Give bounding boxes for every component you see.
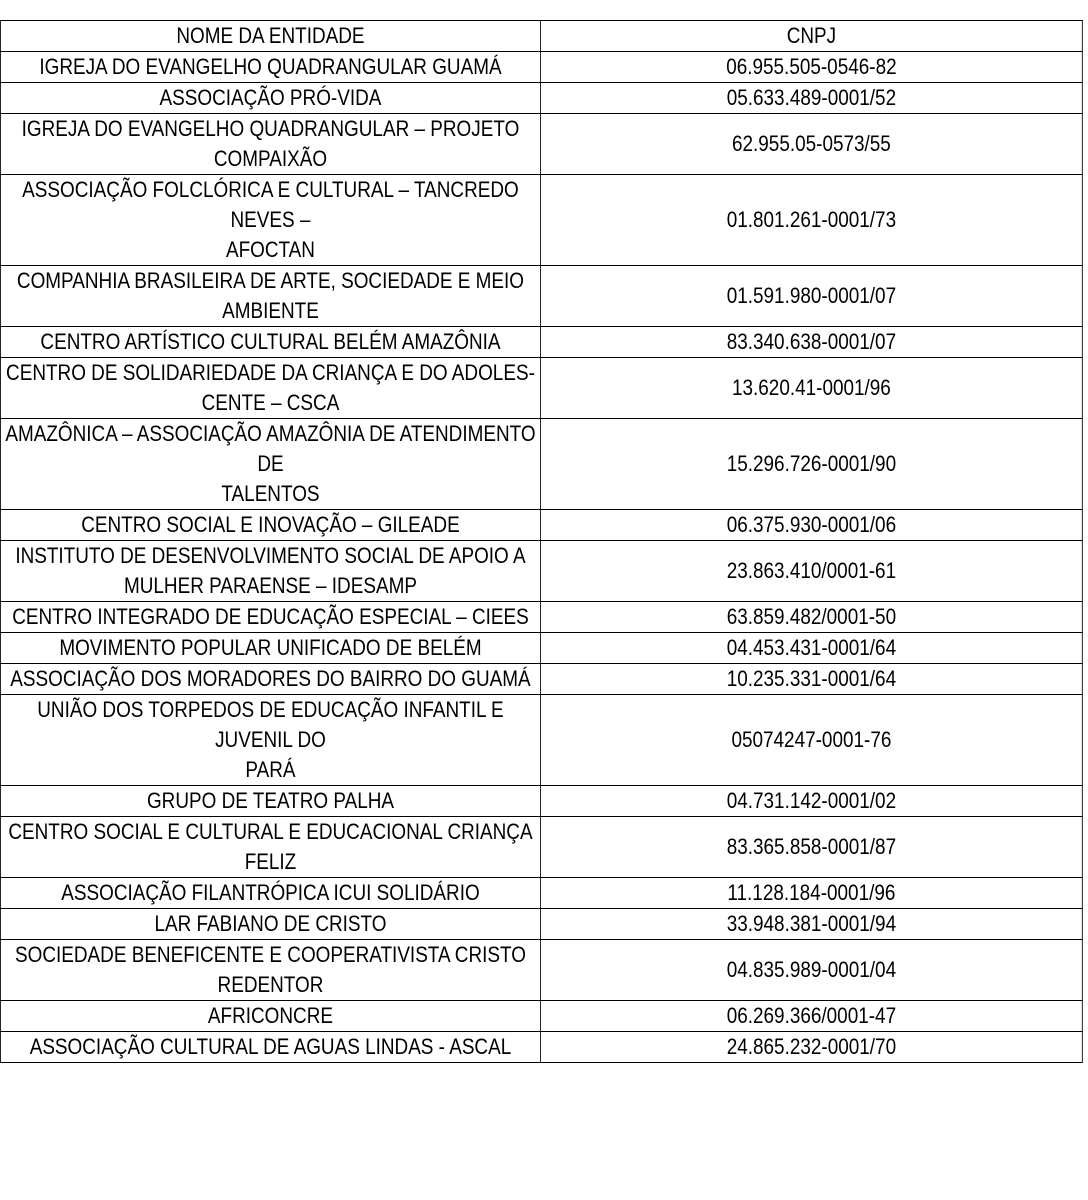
table-row xyxy=(0,909,1082,940)
cnpj-cell: 04.453.431-0001/64 xyxy=(541,633,1083,664)
table-row xyxy=(0,83,1082,114)
cnpj-cell: 05074247-0001-76 xyxy=(541,695,1083,786)
cnpj-cell: 24.865.232-0001/70 xyxy=(541,1032,1083,1063)
table-row xyxy=(0,1032,1082,1063)
cnpj-cell: 01.801.261-0001/73 xyxy=(541,175,1083,266)
table-row xyxy=(0,878,1082,909)
entity-name-cell: CENTRO ARTÍSTICO CULTURAL BELÉM AMAZÔNIA xyxy=(0,327,540,358)
cnpj-cell: 06.269.366/0001-47 xyxy=(541,1001,1083,1032)
entity-name-cell: SOCIEDADE BENEFICENTE E COOPERATIVISTA CRISTO REDENTOR xyxy=(0,940,540,1001)
table-row xyxy=(0,114,1082,175)
cnpj-cell: 15.296.726-0001/90 xyxy=(541,419,1083,510)
entity-name-cell: CENTRO SOCIAL E CULTURAL E EDUCACIONAL CRIANÇA FELIZ xyxy=(0,817,540,878)
entity-name-cell: COMPANHIA BRASILEIRA DE ARTE, SOCIEDADE E MEIO AMBIENTE xyxy=(0,266,540,327)
entity-name-cell: ASSOCIAÇÃO FILANTRÓPICA ICUI SOLIDÁRIO xyxy=(0,878,540,909)
table-row xyxy=(0,1001,1082,1032)
table-row xyxy=(0,940,1082,1001)
table-row xyxy=(0,602,1082,633)
table-row xyxy=(0,541,1082,602)
cnpj-cell: 01.591.980-0001/07 xyxy=(541,266,1083,327)
entity-name-cell: MOVIMENTO POPULAR UNIFICADO DE BELÉM xyxy=(0,633,540,664)
cnpj-cell: 06.955.505-0546-82 xyxy=(541,52,1083,83)
table-row xyxy=(0,633,1082,664)
table-row xyxy=(0,52,1082,83)
table-body xyxy=(0,52,1082,1063)
cnpj-cell: 62.955.05-0573/55 xyxy=(541,114,1083,175)
table-row xyxy=(0,817,1082,878)
cnpj-cell: 04.835.989-0001/04 xyxy=(541,940,1083,1001)
entity-name-cell: LAR FABIANO DE CRISTO xyxy=(0,909,540,940)
entity-name-cell: ASSOCIAÇÃO PRÓ-VIDA xyxy=(0,83,540,114)
cnpj-cell: 04.731.142-0001/02 xyxy=(541,786,1083,817)
entity-name-cell: CENTRO SOCIAL E INOVAÇÃO – GILEADE xyxy=(0,510,540,541)
cnpj-cell: 83.365.858-0001/87 xyxy=(541,817,1083,878)
entities-document xyxy=(0,20,1084,1063)
table-row xyxy=(0,510,1082,541)
entity-name-cell: IGREJA DO EVANGELHO QUADRANGULAR GUAMÁ xyxy=(0,52,540,83)
entity-name-cell: AMAZÔNICA – ASSOCIAÇÃO AMAZÔNIA DE ATENDIMENTO DE TALENTOS xyxy=(0,419,540,510)
entity-name-cell: ASSOCIAÇÃO DOS MORADORES DO BAIRRO DO GUAMÁ xyxy=(0,664,540,695)
table-header-row xyxy=(0,21,1082,52)
entity-name-cell: CENTRO INTEGRADO DE EDUCAÇÃO ESPECIAL – CIEES xyxy=(0,602,540,633)
entity-name-cell: ASSOCIAÇÃO FOLCLÓRICA E CULTURAL – TANCREDO NEVES – AFOCTAN xyxy=(0,175,540,266)
table-row xyxy=(0,175,1082,266)
cnpj-cell: 10.235.331-0001/64 xyxy=(541,664,1083,695)
entity-name-cell: AFRICONCRE xyxy=(0,1001,540,1032)
cnpj-cell: 63.859.482/0001-50 xyxy=(541,602,1083,633)
table-row xyxy=(0,664,1082,695)
cnpj-cell: 06.375.930-0001/06 xyxy=(541,510,1083,541)
table-row xyxy=(0,419,1082,510)
header-cnpj: CNPJ xyxy=(541,21,1083,52)
table-row xyxy=(0,266,1082,327)
cnpj-cell: 11.128.184-0001/96 xyxy=(541,878,1083,909)
entity-name-cell: ASSOCIAÇÃO CULTURAL DE AGUAS LINDAS - ASCAL xyxy=(0,1032,540,1063)
table-row xyxy=(0,327,1082,358)
table-row xyxy=(0,358,1082,419)
entity-name-cell: INSTITUTO DE DESENVOLVIMENTO SOCIAL DE APOIO A MULHER PARAENSE – IDESAMP xyxy=(0,541,540,602)
cnpj-cell: 33.948.381-0001/94 xyxy=(541,909,1083,940)
table-row xyxy=(0,695,1082,786)
entity-name-cell: IGREJA DO EVANGELHO QUADRANGULAR – PROJETO COMPAIXÃO xyxy=(0,114,540,175)
cnpj-cell: 23.863.410/0001-61 xyxy=(541,541,1083,602)
entity-name-cell: UNIÃO DOS TORPEDOS DE EDUCAÇÃO INFANTIL E JUVENIL DO PARÁ xyxy=(0,695,540,786)
cnpj-cell: 13.620.41-0001/96 xyxy=(541,358,1083,419)
entity-name-cell: GRUPO DE TEATRO PALHA xyxy=(0,786,540,817)
entity-name-cell: CENTRO DE SOLIDARIEDADE DA CRIANÇA E DO ADOLES- CENTE – CSCA xyxy=(0,358,540,419)
header-entity-name: NOME DA ENTIDADE xyxy=(0,21,540,52)
table-row xyxy=(0,786,1082,817)
entities-table xyxy=(0,20,1083,1063)
cnpj-cell: 05.633.489-0001/52 xyxy=(541,83,1083,114)
cnpj-cell: 83.340.638-0001/07 xyxy=(541,327,1083,358)
